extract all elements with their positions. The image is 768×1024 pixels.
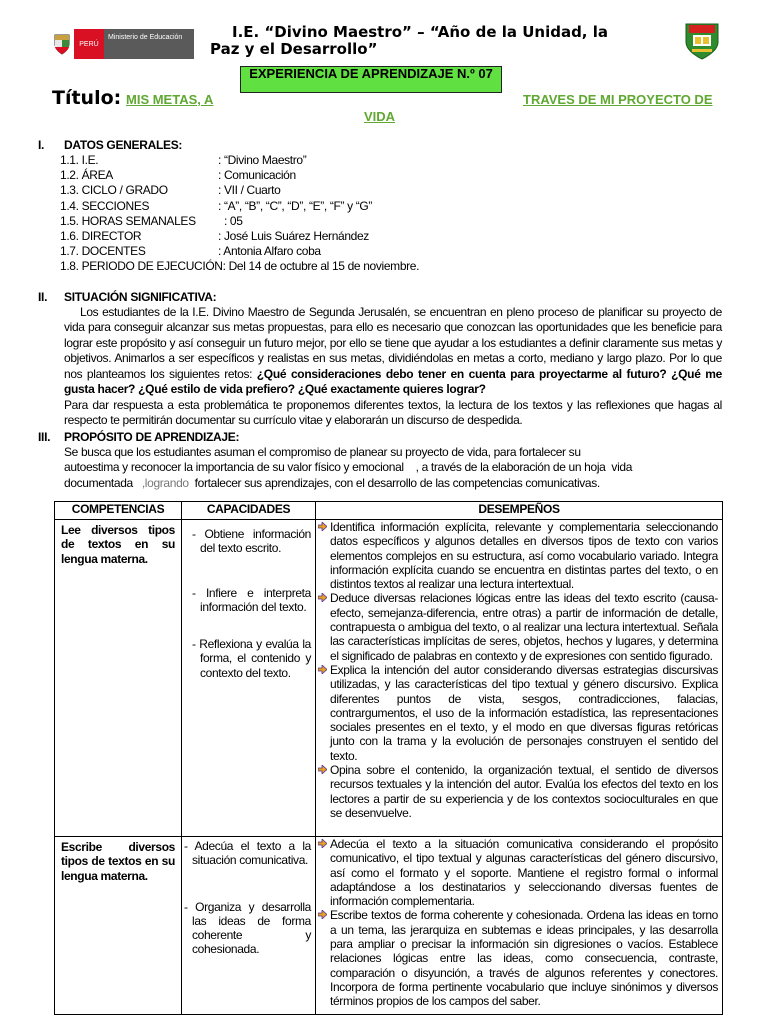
desempeno-text: Explica la intención del autor considerando diversas estrategias discursivas utilizadas, y las características del tipo textual y género discursivo. Explica diferentes puntos de vista, sesgos, contradicciones, falacias, contrargumentos, el uso de la información estadística, las representaciones sociales presentes en el texto, y el modo en que diversas figuras retóricas junto con la trama y la evolución de personajes construyen el sentido del texto. <box>330 662 718 763</box>
datos-value: : VII / Cuarto <box>218 183 281 197</box>
proposito-line3a: documentada <box>64 476 142 490</box>
institution-title-line1: I.E. “Divino Maestro” – “Año de la Unidad, la <box>232 23 608 41</box>
desempeno-item <box>316 591 722 662</box>
minedu-logo <box>50 29 194 59</box>
desempeno-item <box>316 908 722 1008</box>
proposito-line1: Se busca que los estudiantes asuman el compromiso de planear su proyecto de vida, para fortalecer su <box>64 445 581 459</box>
desempeno-item <box>316 663 722 763</box>
capacidad-item: - Obtiene información del texto escrito. <box>192 527 311 556</box>
datos-label: 1.5. HORAS SEMANALES <box>60 214 196 228</box>
capacidad-item: - Organiza y desarrolla las ideas de forma coherente y cohesionada. <box>184 899 311 957</box>
proposito-line2: autoestima y reconocer la importancia de su valor físico y emocional , a través de la elaboración de un hoja vida <box>64 460 633 474</box>
datos-label: 1.3. CICLO / GRADO <box>60 183 168 197</box>
desempeno-text: Escribe textos de forma coherente y cohesionada. Ordena las ideas en torno a un tema, las jerarquiza en subtemas e ideas principales, y las desarrolla para ampliar o precisar la información sin digresiones o vacíos. Establece relaciones lógicas entre las ideas, como consecuencia, contraste, comparación o disyunción, a través de algunos referentes y conectores. Incorpora de forma pertinente vocabulario que incluye sinónimos y diversos términos propios de los campos del saber. <box>330 908 718 1009</box>
situacion-closing: Para dar respuesta a esta problemática te proponemos diferentes textos, la lectura de los textos y las reflexiones que hagas al respecto te permitirán documentar su currículo vitae y elaborarán un discurso de despedida. <box>64 398 722 428</box>
datos-value: : “Divino Maestro” <box>218 153 307 167</box>
proposito-logrando: ,logrando <box>141 476 189 490</box>
capacidades-cell <box>182 837 316 1015</box>
datos-label: 1.4. SECCIONES <box>60 199 150 213</box>
situacion-paragraph <box>64 305 722 397</box>
datos-value: : José Luis Suárez Hernández <box>218 229 369 243</box>
title-label: Título: <box>52 87 122 109</box>
institution-title-line2: Paz y el Desarrollo” <box>210 40 378 58</box>
competencia-cell: Lee diversos tipos de textos en su lengua materna. <box>55 520 182 837</box>
datos-periodo: 1.8. PERIODO DE EJECUCIÓN: Del 14 de octubre al 15 de noviembre. <box>60 259 420 273</box>
datos-value: : Comunicación <box>218 168 296 182</box>
school-shield-icon <box>684 20 720 60</box>
desempeno-text: Deduce diversas relaciones lógicas entre las ideas del texto escrito (causa-efecto, semejanza-diferencia, entre otras) a partir de información de detalle, contrapuesta o ambigua del texto, o al realizar una lectura intertextual. Señala las características implícitas de seres, objetos, hechos y lugares, y determina el significado de palabras en contexto y de expresiones con sentido figurado. <box>330 591 718 663</box>
datos-row <box>60 199 372 213</box>
capacidades-cell <box>182 520 316 837</box>
bullet-arrow-icon <box>318 593 327 602</box>
situacion-questions: ¿Qué consideraciones debo tener en cuenta para proyectarme al futuro? ¿Qué me gusta hacer? ¿Qué estilo de vida prefiero? ¿Qué exactamente quieres lograr? <box>64 366 723 397</box>
datos-heading <box>38 138 182 152</box>
datos-value: : “A”, “B”, “C”, “D”, “E”, “F” y “G” <box>218 199 373 213</box>
bullet-arrow-icon <box>318 665 327 674</box>
header-capacidades: CAPACIDADES <box>182 502 316 520</box>
datos-row <box>60 214 243 228</box>
table-row <box>55 520 723 837</box>
desempeno-item <box>316 520 722 591</box>
desempeno-text: Adecúa el texto a la situación comunicativa considerando el propósito comunicativo, el tipo textual y algunas características del género discursivo, así como el formato y el soporte. Mantiene el registro formal o informal adaptándose a los destinatarios y seleccionando diversas fuentes de información complementaria. <box>330 837 718 909</box>
header-desempenos: DESEMPEÑOS <box>316 502 723 520</box>
title-part1: MIS METAS, A <box>126 92 214 107</box>
datos-row <box>60 153 306 167</box>
datos-row <box>60 244 321 258</box>
desempenos-cell <box>316 520 723 837</box>
situacion-heading-num: II. <box>38 290 48 304</box>
datos-label: 1.2. ÁREA <box>60 168 113 182</box>
desempenos-cell <box>316 837 723 1015</box>
peru-coat-of-arms-icon <box>50 29 74 59</box>
proposito-heading-num: III. <box>38 430 51 444</box>
header-competencias: COMPETENCIAS <box>55 502 182 520</box>
proposito-heading-text: PROPÓSITO DE APRENDIZAJE: <box>64 430 240 444</box>
datos-label: 1.6. DIRECTOR <box>60 229 142 243</box>
experience-number-box: EXPERIENCIA DE APRENDIZAJE N.º 07 <box>240 66 502 93</box>
datos-value: : 05 <box>218 214 243 228</box>
proposito-line3c: fortalecer sus aprendizajes, con el desarrollo de las competencias comunicativas. <box>188 476 600 490</box>
desempeno-text: Identifica información explícita, relevante y complementaria seleccionando datos específicos y algunos detalles en diversos tipos de texto con varios elementos complejos en su estructura, así como vocabulario variado. Integra información explícita cuando se encuentra en distintas partes del texto, o en distintos textos al realizar una lectura intertextual. <box>330 520 718 592</box>
ministry-label: Ministerio de Educación <box>104 29 194 59</box>
proposito-line3 <box>64 476 684 491</box>
bullet-arrow-icon <box>318 839 327 848</box>
competencias-table <box>54 501 723 1015</box>
situacion-heading <box>38 290 216 304</box>
datos-heading-text: DATOS GENERALES: <box>64 138 183 152</box>
situacion-text: Los estudiantes de la I.E. Divino Maestro de Segunda Jerusalén, se encuentran en pleno proceso de planificar su proyecto de vida para conseguir alcanzar sus metas propuestas, para ello es necesario que conozcan las oportunidades que les beneficie para lograr este propósito y así conseguir un futuro mejor, por ello se tiene que ayudar a los estudiantes a definir claramente sus metas y objetivos. Animarlos a ser específicos y realistas en sus metas, dividiéndolas en metas a corto, mediano y largo plazo. Por lo que nos planteamos los siguientes retos: <box>64 305 722 381</box>
desempeno-item <box>316 763 722 820</box>
proposito-heading <box>38 430 239 444</box>
situacion-heading-text: SITUACIÓN SIGNIFICATIVA: <box>64 290 217 304</box>
datos-row <box>60 229 369 243</box>
bullet-arrow-icon <box>318 910 327 919</box>
table-header-row <box>55 502 723 520</box>
datos-row <box>60 183 280 197</box>
datos-label: 1.7. DOCENTES <box>60 244 146 258</box>
datos-row <box>60 168 296 182</box>
datos-value: : Antonia Alfaro coba <box>218 244 321 258</box>
title-part2: TRAVES DE MI PROYECTO DE <box>523 92 713 107</box>
institution-title <box>210 24 650 58</box>
datos-heading-num: I. <box>38 138 45 152</box>
capacidad-item: - Reflexiona y evalúa la forma, el contenido y contexto del texto. <box>192 637 311 680</box>
title-part3: VIDA <box>364 109 396 124</box>
desempeno-text: Opina sobre el contenido, la organización textual, el sentido de diversos recursos textuales y la intención del autor. Evalúa los efectos del texto en los lectores a partir de su experiencia y de los contextos socioculturales en que se desenvuelve. <box>330 763 718 820</box>
bullet-arrow-icon <box>318 765 327 774</box>
peru-label: PERÚ <box>74 29 104 59</box>
datos-label: 1.1. I.E. <box>60 153 99 167</box>
competencia-cell: Escribe diversos tipos de textos en su lengua materna. <box>55 837 182 1015</box>
desempeno-item <box>316 837 722 908</box>
table-row <box>55 837 723 1015</box>
bullet-arrow-icon <box>318 522 327 531</box>
capacidad-item: - Adecúa el texto a la situación comunicativa. <box>184 839 311 868</box>
capacidad-item: - Infiere e interpreta información del texto. <box>192 585 311 614</box>
